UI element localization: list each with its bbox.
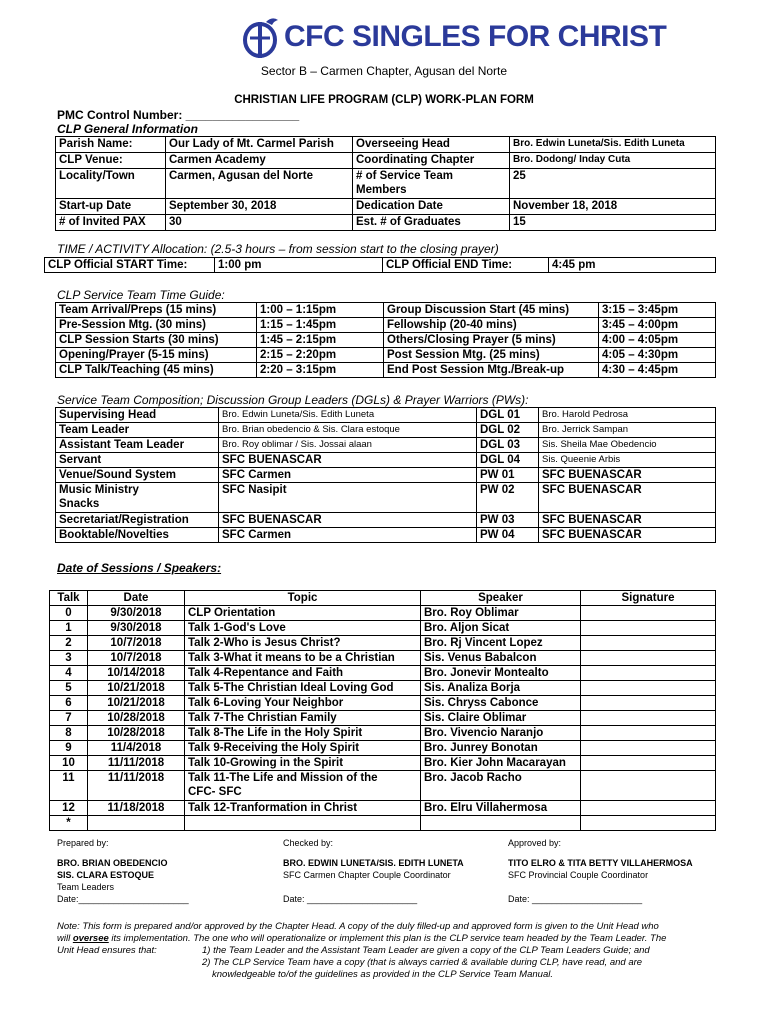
- end-time-value: 4:45 pm: [549, 258, 716, 273]
- table-row: Booktable/Novelties SFC Carmen PW 04 SFC BUENASCAR: [56, 528, 716, 543]
- table-row: 3 10/7/2018 Talk 3-What it means to be a Christian Sis. Venus Babalcon: [50, 651, 716, 666]
- logo: [240, 14, 667, 60]
- footer-note: Note: This form is prepared and/or approved by the Chapter Head. A copy of the duly filled-up and approved form is given to the Unit Head who will oversee its implementation. The one who will operationalize or implement this plan is the CLP service team headed by the Team Leader. The Unit Head ensures that: 1) the Team Leader and the Assistant Team Leader are given a copy of the CLP Team Leaders Guide; and 2) The CLP Service Team have a copy (that is always carried & available during CLP, have read, and are knowledgeable to/of the guidelines as provided in the CLP Service Team Manual.: [57, 921, 667, 980]
- table-row: 11 11/11/2018 Talk 11-The Life and Mission of the CFC- SFC Bro. Jacob Racho: [50, 771, 716, 801]
- table-row: CLP Session Starts (30 mins) 1:45 – 2:15pm Others/Closing Prayer (5 mins) 4:00 – 4:05pm: [56, 333, 716, 348]
- time-guide-table: [55, 302, 716, 378]
- checked-by-label: Checked by:: [283, 838, 334, 848]
- checked-by-date: Date: ______________________: [283, 894, 418, 904]
- table-row: CLP Talk/Teaching (45 mins) 2:20 – 3:15pm End Post Session Mtg./Break-up 4:30 – 4:45pm: [56, 363, 716, 378]
- approved-by-role: SFC Provincial Couple Coordinator: [508, 870, 649, 880]
- snacks-label: Snacks: [59, 498, 100, 510]
- sector-line: Sector B – Carmen Chapter, Agusan del Norte: [260, 64, 508, 78]
- table-row: Secretariat/Registration SFC BUENASCAR PW 03 SFC BUENASCAR: [56, 513, 716, 528]
- table-row: 8 10/28/2018 Talk 8-The Life in the Holy Spirit Bro. Vivencio Naranjo: [50, 726, 716, 741]
- prepared-by-label: Prepared by:: [57, 838, 109, 848]
- table-row: 1 9/30/2018 Talk 1-God's Love Bro. Aljon Sicat: [50, 621, 716, 636]
- table-row: Assistant Team Leader Bro. Roy oblimar / Sis. Jossai alaan DGL 03 Sis. Sheila Mae Obedencio: [56, 438, 716, 453]
- prepared-by-name2: SIS. CLARA ESTOQUE: [57, 870, 155, 880]
- form-title: CHRISTIAN LIFE PROGRAM (CLP) WORK-PLAN FORM: [234, 94, 534, 106]
- table-row: 7 10/28/2018 Talk 7-The Christian Family Sis. Claire Oblimar: [50, 711, 716, 726]
- logo-text: CFC SINGLES FOR CHRIST: [284, 20, 667, 53]
- general-info-table: [55, 136, 716, 231]
- table-row: Music Ministry Snacks SFC Nasipit PW 02 SFC BUENASCAR: [56, 483, 716, 513]
- approved-by-name: TITO ELRO & TITA BETTY VILLAHERMOSA: [508, 858, 693, 868]
- table-row: Supervising Head Bro. Edwin Luneta/Sis. Edith Luneta DGL 01 Bro. Harold Pedrosa: [56, 408, 716, 423]
- checked-by-name: BRO. EDWIN LUNETA/SIS. EDITH LUNETA: [283, 858, 464, 868]
- time-guide-title: CLP Service Team Time Guide:: [57, 288, 225, 302]
- table-row: 4 10/14/2018 Talk 4-Repentance and Faith Bro. Jonevir Montealto: [50, 666, 716, 681]
- composition-table: [55, 407, 716, 543]
- prepared-by-role: Team Leaders: [57, 882, 115, 892]
- table-row: *: [50, 816, 716, 831]
- table-row: 9 11/4/2018 Talk 9-Receiving the Holy Spirit Bro. Junrey Bonotan: [50, 741, 716, 756]
- checked-by-role: SFC Carmen Chapter Couple Coordinator: [283, 870, 451, 880]
- table-row: # of Invited PAX 30 Est. # of Graduates 15: [56, 215, 716, 231]
- general-info-title: CLP General Information: [57, 122, 198, 136]
- time-allocation-title: TIME / ACTIVITY Allocation: (2.5-3 hours – from session start to the closing prayer): [57, 242, 499, 256]
- table-row: Venue/Sound System SFC Carmen PW 01 SFC BUENASCAR: [56, 468, 716, 483]
- prepared-by-block: [57, 837, 277, 905]
- table-row: 12 11/18/2018 Talk 12-Tranformation in Christ Bro. Elru Villahermosa: [50, 801, 716, 816]
- time-allocation-table: [44, 257, 716, 273]
- prepared-by-name1: BRO. BRIAN OBEDENCIO: [57, 858, 168, 868]
- table-row: 10 11/11/2018 Talk 10-Growing in the Spirit Bro. Kier John Macarayan: [50, 756, 716, 771]
- sessions-table: [49, 590, 716, 831]
- table-row: Parish Name: Our Lady of Mt. Carmel Parish Overseeing Head Bro. Edwin Luneta/Sis. Edith Luneta: [56, 137, 716, 153]
- checked-by-block: [283, 837, 503, 905]
- pmc-control-number: PMC Control Number: _________________: [57, 108, 300, 122]
- approved-by-label: Approved by:: [508, 838, 562, 848]
- end-time-label: CLP Official END Time:: [383, 258, 549, 273]
- table-row: 2 10/7/2018 Talk 2-Who is Jesus Christ? Bro. Rj Vincent Lopez: [50, 636, 716, 651]
- table-header-row: Talk Date Topic Speaker Signature: [50, 591, 716, 606]
- table-row: [45, 258, 716, 273]
- approved-by-block: [508, 837, 738, 905]
- table-row: Team Arrival/Preps (15 mins) 1:00 – 1:15pm Group Discussion Start (45 mins) 3:15 – 3:45pm: [56, 303, 716, 318]
- table-row: Opening/Prayer (5-15 mins) 2:15 – 2:20pm Post Session Mtg. (25 mins) 4:05 – 4:30pm: [56, 348, 716, 363]
- table-row: Team Leader Bro. Brian obedencio & Sis. Clara estoque DGL 02 Bro. Jerrick Sampan: [56, 423, 716, 438]
- composition-title: Service Team Composition; Discussion Group Leaders (DGLs) & Prayer Warriors (PWs):: [57, 393, 529, 407]
- table-row: CLP Venue: Carmen Academy Coordinating Chapter Bro. Dodong/ Inday Cuta: [56, 153, 716, 169]
- table-row: Pre-Session Mtg. (30 mins) 1:15 – 1:45pm Fellowship (20-40 mins) 3:45 – 4:00pm: [56, 318, 716, 333]
- start-time-label: CLP Official START Time:: [45, 258, 215, 273]
- cfc-logo-icon: [240, 14, 286, 60]
- table-row: Servant SFC BUENASCAR DGL 04 Sis. Queenie Arbis: [56, 453, 716, 468]
- approved-by-date: Date: ______________________: [508, 894, 643, 904]
- start-time-value: 1:00 pm: [215, 258, 383, 273]
- table-row: 5 10/21/2018 Talk 5-The Christian Ideal Loving God Sis. Analiza Borja: [50, 681, 716, 696]
- table-row: Start-up Date September 30, 2018 Dedication Date November 18, 2018: [56, 199, 716, 215]
- table-row: 0 9/30/2018 CLP Orientation Bro. Roy Oblimar: [50, 606, 716, 621]
- sessions-title: Date of Sessions / Speakers:: [57, 561, 222, 575]
- table-row: Locality/Town Carmen, Agusan del Norte # of Service Team Members 25: [56, 169, 716, 199]
- table-row: 6 10/21/2018 Talk 6-Loving Your Neighbor Sis. Chryss Cabonce: [50, 696, 716, 711]
- prepared-by-date: Date:______________________: [57, 894, 189, 904]
